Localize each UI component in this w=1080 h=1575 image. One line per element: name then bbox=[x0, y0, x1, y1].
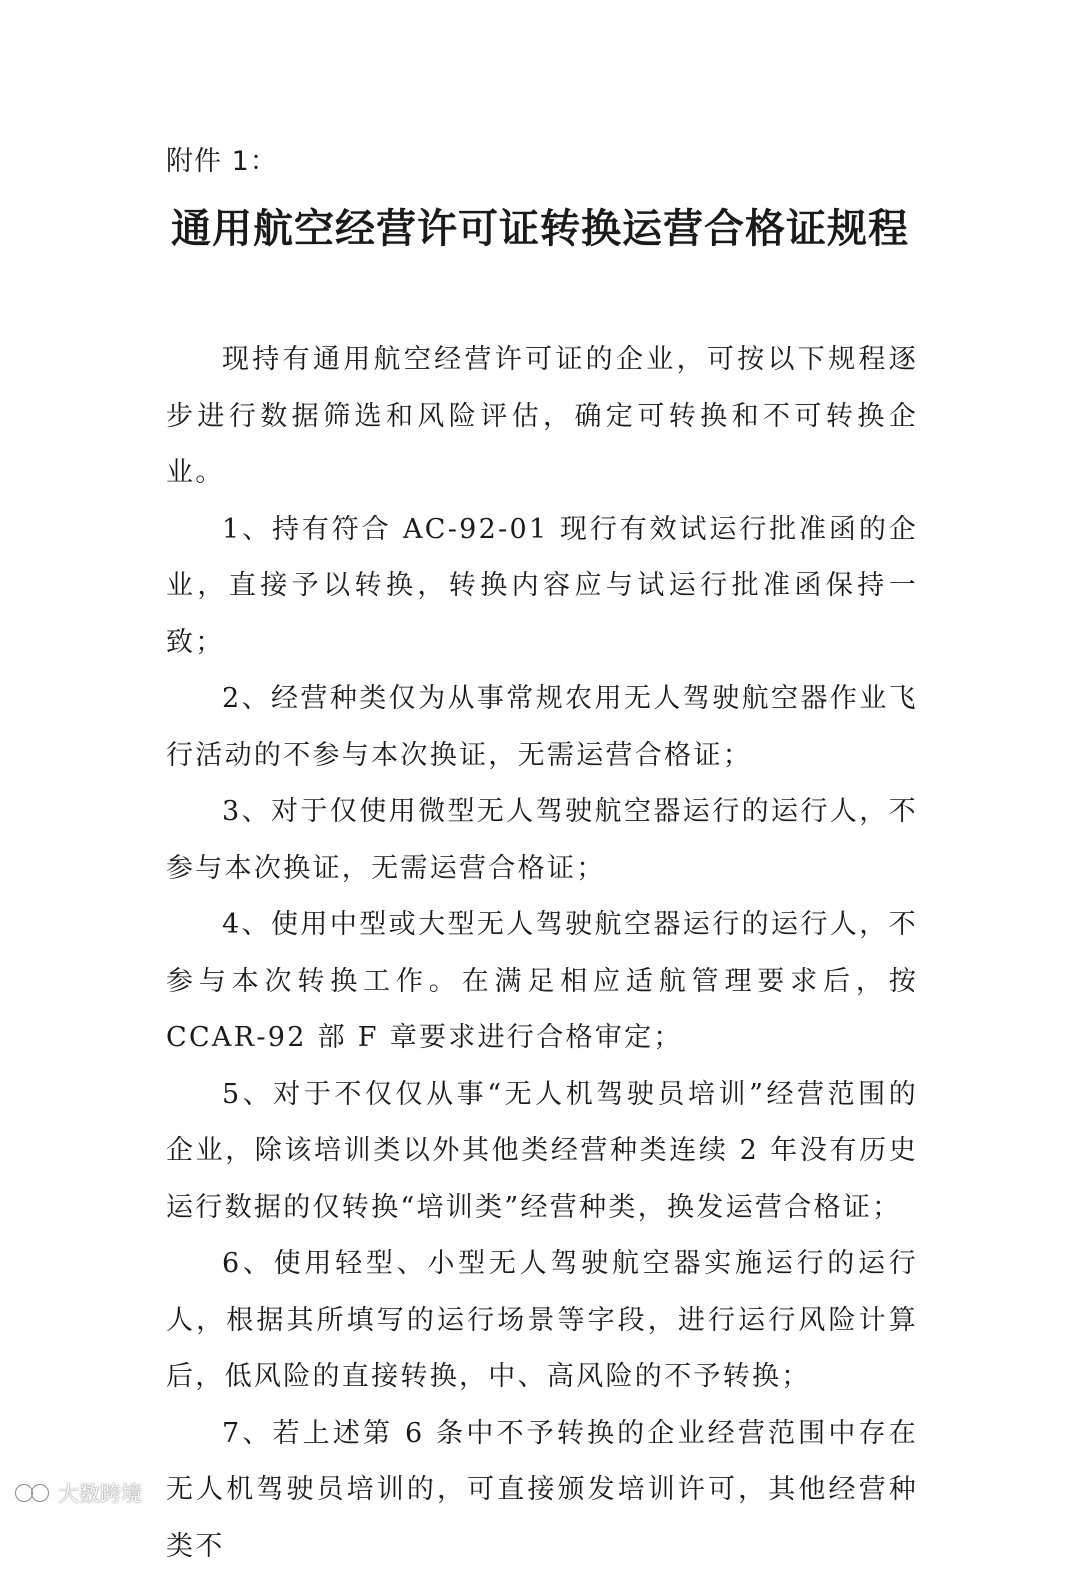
paragraph-item-6: 6、使用轻型、小型无人驾驶航空器实施运行的运行人，根据其所填写的运行场景等字段，进行运行风险计算后，低风险的直接转换，中、高风险的不予转换； bbox=[166, 1236, 918, 1406]
paragraph-item-3: 3、对于仅使用微型无人驾驶航空器运行的运行人，不参与本次换证，无需运营合格证； bbox=[166, 784, 918, 897]
document-body bbox=[166, 332, 918, 1575]
attachment-label: 附件 1： bbox=[166, 142, 278, 182]
document-title: 通用航空经营许可证转换运营合格证规程 bbox=[0, 199, 1080, 259]
paragraph-item-1: 1、持有符合 AC-92-01 现行有效试运行批准函的企业，直接予以转换，转换内容应与试运行批准函保持一致； bbox=[166, 502, 918, 672]
brand-logo-icon bbox=[14, 1482, 52, 1504]
paragraph-item-4: 4、使用中型或大型无人驾驶航空器运行的运行人，不参与本次转换工作。在满足相应适航管理要求后，按 CCAR-92 部 F 章要求进行合格审定； bbox=[166, 897, 918, 1067]
paragraph-intro: 现持有通用航空经营许可证的企业，可按以下规程逐步进行数据筛选和风险评估，确定可转换和不可转换企业。 bbox=[166, 332, 918, 502]
paragraph-item-5: 5、对于不仅仅从事“无人机驾驶员培训”经营范围的企业，除该培训类以外其他类经营种类连续 2 年没有历史运行数据的仅转换“培训类”经营种类，换发运营合格证； bbox=[166, 1067, 918, 1237]
paragraph-item-2: 2、经营种类仅为从事常规农用无人驾驶航空器作业飞行活动的不参与本次换证，无需运营合格证； bbox=[166, 671, 918, 784]
watermark bbox=[14, 1478, 142, 1508]
watermark-text: 大数跨境 bbox=[58, 1478, 142, 1508]
paragraph-item-7: 7、若上述第 6 条中不予转换的企业经营范围中存在无人机驾驶员培训的，可直接颁发培训许可，其他经营种类不 bbox=[166, 1406, 918, 1575]
